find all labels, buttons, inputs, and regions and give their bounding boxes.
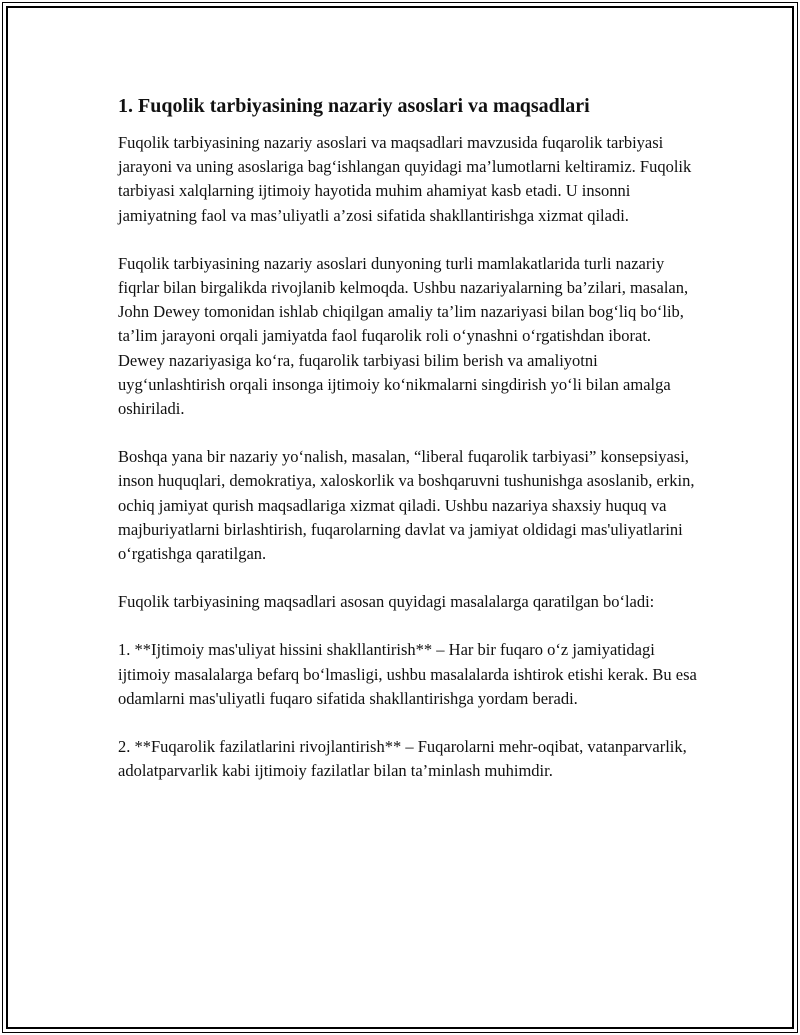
document-body — [118, 92, 698, 807]
paragraph-theory-dewey: Fuqolik tarbiyasining nazariy asoslari dunyoning turli mamlakatlarida turli nazariy fiqrlar bilan birgalikda rivojlanib kelmoqda. Ushbu nazariyalarning ba’zilari, masalan, John Dewey tomonidan ishlab chiqilgan amaliy ta’lim nazariyasi bilan bog‘liq bo‘lib, ta’lim jarayoni orqali jamiyatda faol fuqarolik roli o‘ynashni o‘rgatishdan iborat. Dewey nazariyasiga ko‘ra, fuqarolik tarbiyasi bilim berish va amaliyotni uyg‘unlashtirish orqali insonga ijtimoiy ko‘nikmalarni singdirish yo‘li bilan amalga oshiriladi. — [118, 253, 689, 419]
list-item-goal-1: 1. **Ijtimoiy mas'uliyat hissini shakllantirish** – Har bir fuqaro o‘z jamiyatidagi ijtimoiy masalalarga befarq bo‘lmasligi, ushbu masalalarda ishtirok etishi kerak. Bu esa odamlarni mas'uliyatli fuqaro sifatida shakllantirishga yordam beradi. — [118, 640, 697, 708]
section-heading: 1. Fuqolik tarbiyasining nazariy asoslari va maqsadlari — [118, 95, 590, 117]
paragraph-goals-intro: Fuqolik tarbiyasining maqsadlari asosan quyidagi masalalarga qaratilgan bo‘ladi: — [118, 592, 655, 612]
paragraph-liberal-theory: Boshqa yana bir nazariy yo‘nalish, masalan, “liberal fuqarolik tarbiyasi” konsepsiyasi, inson huquqlari, demokratiya, xaloskorlik va boshqaruvni tushunishga asoslanib, erkin, ochiq jamiyat qurish maqsadlariga xizmat qiladi. Ushbu nazariya shaxsiy huquq va majburiyatlarni birlashtirish, fuqarolarning davlat va jamiyat oldidagi mas'uliyatlarini o‘rgatishga qaratilgan. — [118, 447, 695, 564]
paragraph-intro: Fuqolik tarbiyasining nazariy asoslari va maqsadlari mavzusida fuqarolik tarbiyasi jarayoni va uning asoslariga bag‘ishlangan quyidagi ma’lumotlarni keltiramiz. Fuqolik tarbiyasi xalqlarning ijtimoiy hayotida muhim ahamiyat kasb etadi. U insonni jamiyatning faol va mas’uliyatli a’zosi sifatida shakllantirishga xizmat qiladi. — [118, 133, 692, 225]
list-item-goal-2: 2. **Fuqarolik fazilatlarini rivojlantirish** – Fuqarolarni mehr-oqibat, vatanparvarlik, adolatparvarlik kabi ijtimoiy fazilatlar bilan ta’minlash muhimdir. — [118, 737, 687, 781]
